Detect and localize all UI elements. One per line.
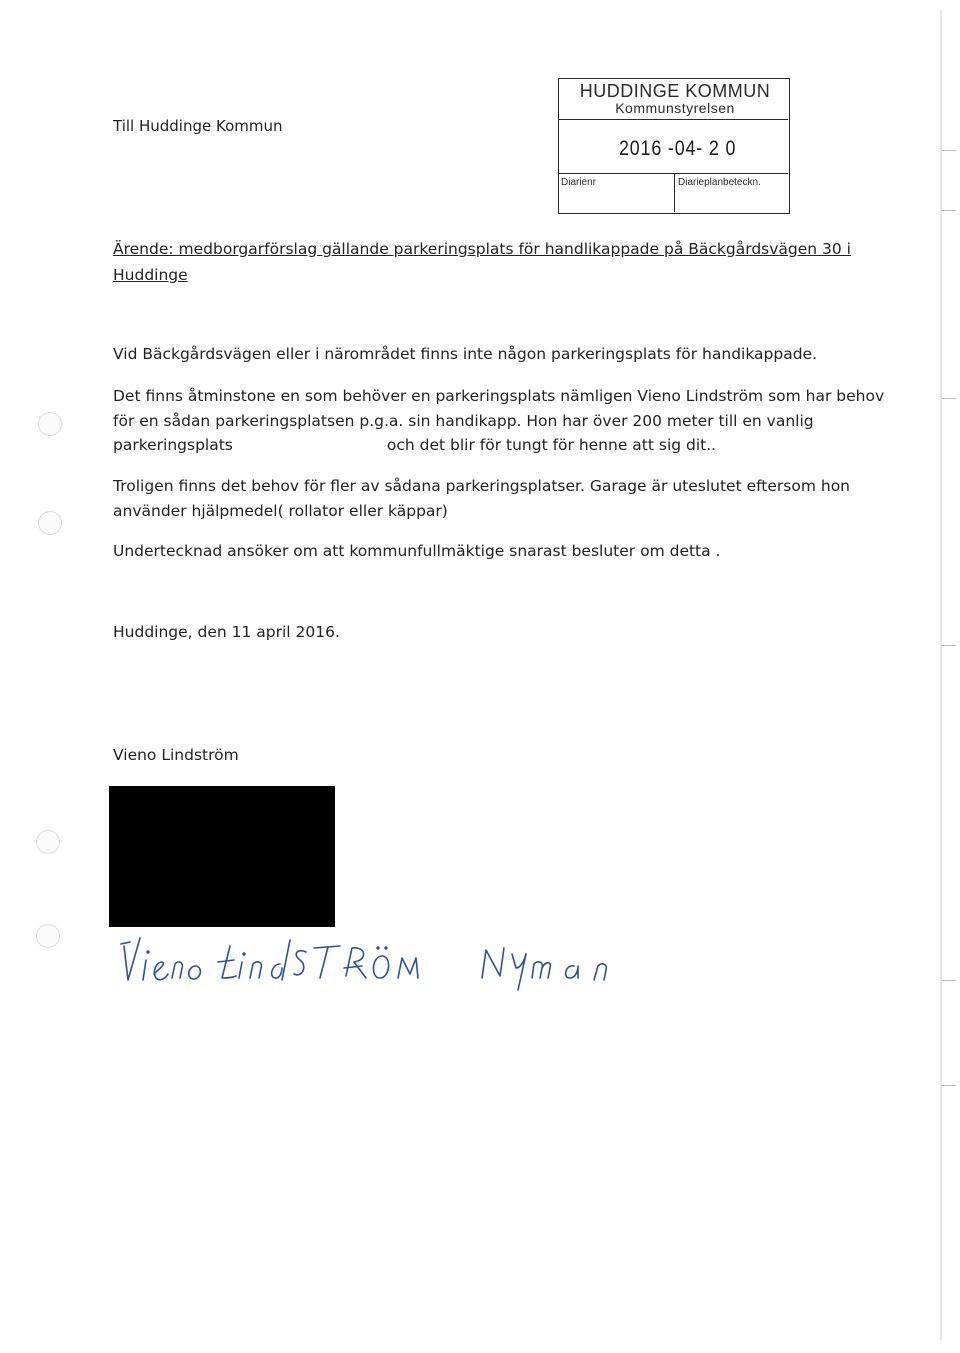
stamp-subtitle: Kommunstyrelsen bbox=[615, 100, 735, 116]
place-date: Huddinge, den 11 april 2016. bbox=[113, 623, 340, 641]
punch-hole bbox=[38, 511, 62, 535]
punch-hole bbox=[38, 412, 62, 436]
scan-edge-tick bbox=[942, 210, 956, 211]
redaction-box bbox=[109, 786, 335, 927]
scan-edge-tick bbox=[942, 980, 956, 981]
subject-line: Huddinge bbox=[113, 266, 188, 284]
paragraph-line: Troligen finns det behov för fler av sådana parkeringsplatser. Garage är uteslutet eftersom hon bbox=[113, 477, 850, 495]
place-date-line bbox=[113, 620, 340, 645]
stamp-date: 2016 -04- 2 0 bbox=[619, 137, 737, 160]
subject-line: Ärende: medborgarförslag gällande parkeringsplats för handlikappade på Bäckgårdsvägen 30 i bbox=[113, 240, 851, 258]
paragraph-2 bbox=[113, 384, 884, 458]
handwritten-signature bbox=[118, 928, 638, 998]
received-stamp bbox=[558, 78, 790, 214]
punch-hole bbox=[36, 924, 60, 948]
scan-edge-tick bbox=[942, 1085, 956, 1086]
scan-edge-tick bbox=[942, 645, 956, 646]
paragraph-1 bbox=[113, 342, 817, 367]
stamp-title: HUDDINGE KOMMUN bbox=[579, 81, 771, 101]
scan-edge-tick bbox=[942, 150, 956, 151]
paragraph-line: använder hjälpmedel( rollator eller käppar) bbox=[113, 501, 448, 520]
paragraph-line: Undertecknad ansöker om att kommunfullmäktige snarast besluter om detta . bbox=[113, 542, 721, 560]
recipient-line: Till Huddinge Kommun bbox=[113, 117, 283, 135]
paragraph-line: Det finns åtminstone en som behöver en parkeringsplats nämligen Vieno Lindström som har behov bbox=[113, 387, 885, 405]
stamp-divider bbox=[674, 173, 675, 212]
paragraph-3 bbox=[113, 474, 850, 523]
punch-hole bbox=[36, 830, 60, 854]
scan-edge-tick bbox=[942, 398, 956, 399]
stamp-rule bbox=[559, 119, 788, 120]
paragraph-4 bbox=[113, 539, 720, 564]
paragraph-line bbox=[113, 433, 884, 458]
stamp-diarienr-label: Diarienr bbox=[561, 177, 597, 188]
paragraph-line-end: och det blir för tungt för henne att sig dit.. bbox=[386, 436, 717, 454]
paragraph-line: Vid Bäckgårdsvägen eller i närområdet finns inte någon parkeringsplats för handikappade. bbox=[113, 345, 818, 363]
paragraph-line: för en sådan parkeringsplatsen p.g.a. sin handikapp. Hon har över 200 meter till en vanlig bbox=[113, 411, 814, 430]
signer-block bbox=[113, 743, 239, 768]
paragraph-line-start: parkeringsplats bbox=[113, 436, 233, 454]
stamp-diarieplan-label: Diarieplanbeteckn. bbox=[678, 177, 761, 188]
signer-name: Vieno Lindström bbox=[113, 746, 239, 764]
subject-heading bbox=[113, 236, 851, 288]
